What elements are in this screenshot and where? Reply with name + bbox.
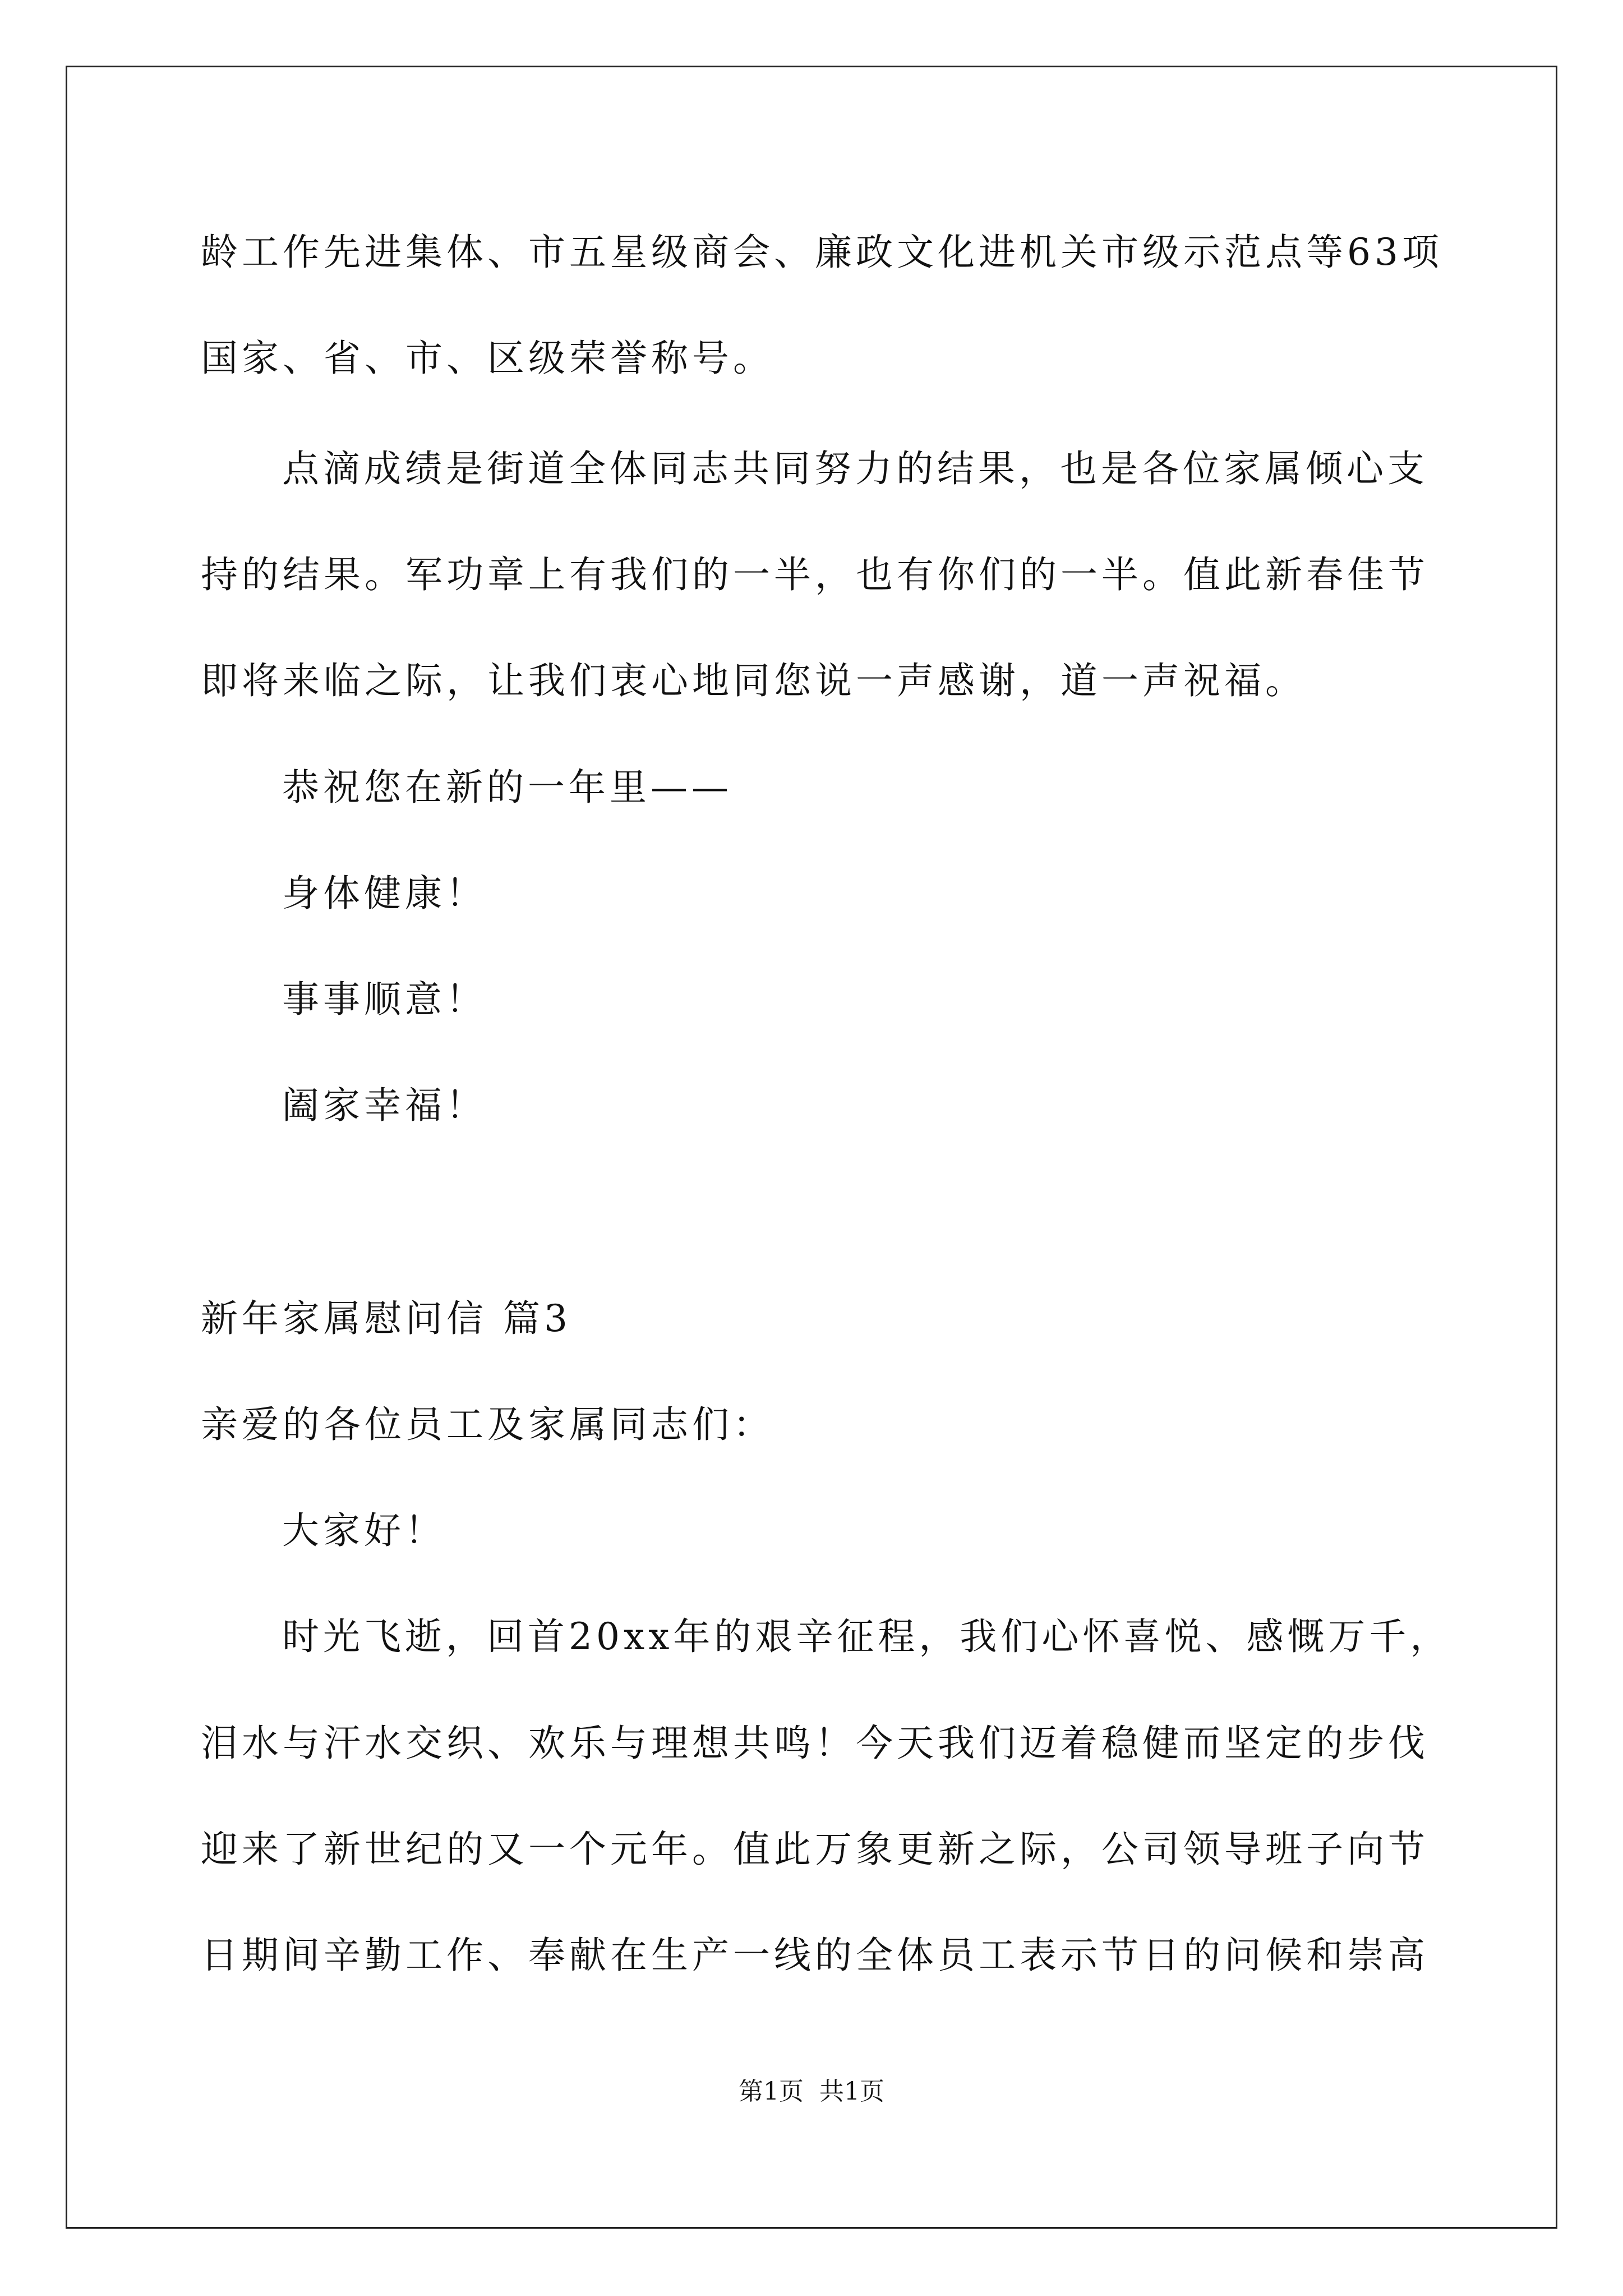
body-line: 迎来了新世纪的又一个元年。值此万象更新之际，公司领导班子向节 [201, 1828, 1429, 1871]
greeting: 大家好！ [282, 1509, 446, 1552]
body-line: 时光飞逝，回首20xx年的艰辛征程，我们心怀喜悦、感慨万千， [282, 1615, 1451, 1658]
body-line: 泪水与汗水交织、欢乐与理想共鸣！今天我们迈着稳健而坚定的步伐 [201, 1722, 1429, 1765]
body-line: 龄工作先进集体、市五星级商会、廉政文化进机关市级示范点等63项 [201, 231, 1443, 274]
body-line: 身体健康！ [282, 872, 487, 915]
body-line: 阖家幸福！ [282, 1084, 487, 1127]
body-line: 国家、省、市、区级荣誉称号。 [201, 337, 774, 380]
body-line: 事事顺意！ [282, 978, 487, 1021]
body-line: 日期间辛勤工作、奉献在生产一线的全体员工表示节日的问候和崇高 [201, 1934, 1429, 1977]
section-heading: 新年家属慰问信 篇3 [201, 1297, 571, 1340]
page-border [66, 66, 1557, 2229]
body-line: 点滴成绩是街道全体同志共同努力的结果，也是各位家属倾心支 [282, 447, 1428, 490]
body-line: 恭祝您在新的一年里—— [282, 766, 732, 809]
page-footer: 第1页 共1页 [739, 2077, 884, 2106]
body-line: 即将来临之际，让我们衷心地同您说一声感谢，道一声祝福。 [201, 659, 1306, 702]
salutation: 亲爱的各位员工及家属同志们： [201, 1403, 774, 1446]
body-line: 持的结果。军功章上有我们的一半，也有你们的一半。值此新春佳节 [201, 553, 1429, 596]
